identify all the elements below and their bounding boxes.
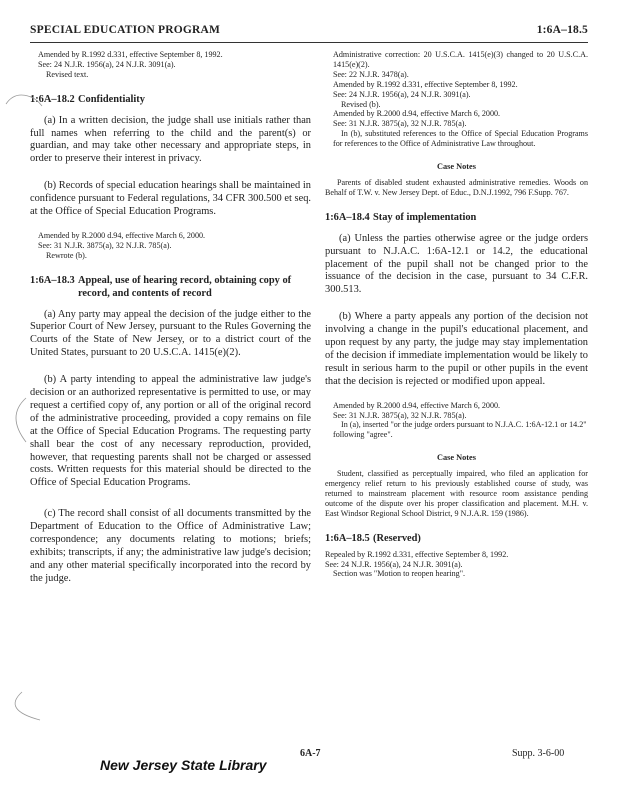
- header-rule: [30, 42, 588, 43]
- paragraph-a: (a) Any party may appeal the decision of the judge either to the Superior Court of New Jersey, pursuant to the Rules Governing the Courts of the State of New Jersey, or to a district court of the United States, pursuant to 20 U.S.C.A. 1415(e)(2).: [30, 308, 311, 359]
- header-section: 1:6A–18.5: [536, 24, 588, 36]
- paragraph-b: (b) A party intending to appeal the administrative law judge's decision or an authorized representative is permitted to use, or may request a certified copy of, any portion or all of the original record of the administrative proceeding, provided a copy remains on file at the Office of Special Education Programs. The requesting party shall bear the cost of any necessary reproduction, provided, however, that requesting parents shall not be charged or assessed costs. Written requests for this material should be directed to the Office of Special Education Programs.: [30, 374, 311, 489]
- paragraph-a: (a) In a written decision, the judge shall use initials rather than full names when referring to the child and the parent(s) or guardian, and may take other necessary and appropriate steps, in order to preserve their interest in privacy.: [30, 114, 311, 165]
- section-number: 1:6A–18.3: [30, 274, 75, 286]
- amendment-detail: In (b), substituted references to the Office of Special Education Programs for references to the Office of Administrative Law throughout.: [333, 129, 588, 149]
- section-number: 1:6A–18.5: [325, 532, 370, 544]
- amendment-detail: Revised (b).: [341, 99, 381, 109]
- header-title: SPECIAL EDUCATION PROGRAM: [30, 24, 221, 36]
- repeal-note: Repealed by R.1992 d.331, effective September 8, 1992.: [325, 549, 509, 559]
- margin-mark-icon: [4, 84, 44, 114]
- admin-correction: Administrative correction: 20 U.S.C.A. 1415(e)(3) changed to 20 U.S.C.A. 1415(e)(2).: [333, 50, 588, 69]
- case-note: Student, classified as perceptually impaired, who filed an application for emergency relief return to his previously established course of study, was returned to mainstream placement with resource room assistance pending outcome of the dispute over his proper classification and placement. M.H. v. East Windsor Regional School District, 9 N.J.A.R. 159 (1986).: [325, 469, 588, 518]
- section-number: 1:6A–18.2: [30, 93, 75, 105]
- section-heading-18-4: [325, 212, 588, 225]
- paragraph-a: (a) Unless the parties otherwise agree or the judge orders pursuant to N.J.A.C. 1:6A-12.1 or 14.2, the educational placement of the pupil shall not be changed prior to the issuance of the decision in the case, pursuant to 34 C.F.R. 300.513.: [325, 232, 588, 296]
- amendment-detail: Rewrote (b).: [46, 250, 87, 260]
- amendment-see: See: 31 N.J.R. 3875(a), 32 N.J.R. 785(a).: [333, 119, 467, 129]
- margin-mark-icon: [2, 396, 32, 446]
- amendment-see: See: 24 N.J.R. 1956(a), 24 N.J.R. 3091(a).: [38, 59, 176, 69]
- amendment-note: Amended by R.2000 d.94, effective March 6, 2000.: [38, 230, 206, 240]
- amendment-see: See: 24 N.J.R. 1956(a), 24 N.J.R. 3091(a).: [333, 89, 471, 99]
- section-title: Stay of implementation: [373, 211, 477, 223]
- section-title: (Reserved): [373, 532, 421, 544]
- admin-see: See: 22 N.J.R. 3478(a).: [333, 69, 409, 79]
- section-title-cont: record, and contents of record: [78, 287, 212, 299]
- repeal-detail: Section was "Motion to reopen hearing".: [333, 569, 466, 579]
- page-number: 6A-7: [300, 748, 321, 759]
- amendment-note: Amended by R.1992 d.331, effective September 8, 1992.: [333, 79, 518, 89]
- amendment-detail: In (a), inserted "or the judge orders pursuant to N.J.A.C. 1:6A-12.1 or 14.2" following "agree".: [333, 420, 587, 440]
- supplement-date: Supp. 3-6-00: [512, 748, 565, 759]
- amendment-see: See: 31 N.J.R. 3875(a), 32 N.J.R. 785(a).: [333, 410, 467, 420]
- margin-mark-icon: [2, 690, 42, 730]
- case-notes-heading: Case Notes: [437, 162, 476, 172]
- amendment-detail: Revised text.: [46, 69, 89, 79]
- right-column: [325, 50, 588, 579]
- paragraph-b: (b) Where a party appeals any portion of the decision not involving a change in the pupil's educational placement, and upon request by any party, the judge may stay implementation of the decision if immediate implementation would be likely to result in serious harm to the pupil or other pupils in the event that the decision is rejected or modified upon appeal.: [325, 311, 588, 387]
- section-heading-18-2: [30, 94, 311, 107]
- amendment-note: Amended by R.2000 d.94, effective March 6, 2000.: [333, 400, 501, 410]
- section-number: 1:6A–18.4: [325, 211, 370, 223]
- running-header: [30, 24, 588, 36]
- amendment-note: Amended by R.2000 d.94, effective March 6, 2000.: [333, 109, 501, 119]
- section-heading-18-5: [325, 533, 588, 546]
- repeal-see: See: 24 N.J.R. 1956(a), 24 N.J.R. 3091(a).: [325, 559, 463, 569]
- case-notes-heading: Case Notes: [437, 453, 476, 463]
- left-column: [30, 50, 311, 586]
- amendment-see: See: 31 N.J.R. 3875(a), 32 N.J.R. 785(a).: [38, 240, 172, 250]
- amendment-note: Amended by R.1992 d.331, effective September 8, 1992.: [38, 50, 223, 59]
- paragraph-b: (b) Records of special education hearings shall be maintained in confidence pursuant to Federal regulations, 34 CFR 300.500 et seq. at the Office of Special Education Programs.: [30, 180, 311, 218]
- paragraph-c: (c) The record shall consist of all documents transmitted by the Department of Education to the Office of Administrative Law; correspondence; any documents relating to motions; briefs; exhibits; transcripts, if any; the administrative law judge's decision; and any other material specifically incorporated into the record by the judge.: [30, 508, 311, 584]
- section-title: Appeal, use of hearing record, obtaining copy of: [78, 274, 292, 286]
- case-note: Parents of disabled student exhausted administrative remedies. Woods on Behalf of T.W. v. New Jersey Dept. of Educ., D.N.J.1992, 796 F.Supp. 767.: [325, 177, 588, 197]
- library-stamp: New Jersey State Library: [100, 757, 267, 773]
- section-title: Confidentiality: [78, 93, 145, 105]
- section-heading-18-3: [30, 275, 311, 301]
